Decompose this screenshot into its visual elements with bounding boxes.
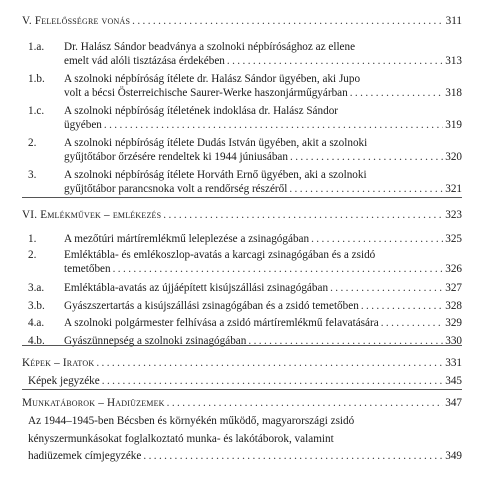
toc-entry-line <box>28 414 462 428</box>
toc-entry-line <box>28 104 462 118</box>
page-number: 345 <box>445 375 462 387</box>
toc-entry-line <box>28 432 462 446</box>
entry-number: 1.b. <box>28 73 45 85</box>
dot-leader <box>96 356 443 370</box>
page-number: 325 <box>445 233 462 245</box>
entry-title: volt a bécsi Österreichische Saurer-Werke haszonjárműgyárban <box>64 87 348 99</box>
page-number: 320 <box>445 151 462 163</box>
entry-title: hadiüzemek címjegyzéke <box>28 450 142 462</box>
dot-leader <box>132 14 444 28</box>
toc-entry-line <box>28 86 462 100</box>
dot-leader <box>102 374 443 388</box>
dot-leader <box>289 182 443 196</box>
section-heading <box>22 208 462 222</box>
page-number: 313 <box>445 55 462 67</box>
toc-entry-line <box>28 54 462 68</box>
page-number: 319 <box>445 119 462 131</box>
page-number: 321 <box>445 183 462 195</box>
toc-entry-line <box>28 374 462 388</box>
page-number: 349 <box>445 450 462 462</box>
entry-title: A szolnoki népbíróság ítélete dr. Halász Sándor ügyében, aki Jupo <box>64 73 361 85</box>
section-heading <box>22 356 462 370</box>
entry-title: gyűjtőtábor őrzésére rendeltek ki 1944 júniusában <box>64 151 288 163</box>
page-number: 329 <box>445 317 462 329</box>
section-heading <box>22 14 462 28</box>
entry-title: Emléktábla-avatás az újjáépített kisújszállási zsinagógában <box>64 282 329 294</box>
toc-entry-line <box>28 281 462 295</box>
entry-number: 3.a. <box>28 282 45 294</box>
toc-entry-line <box>28 316 462 330</box>
page-number: 323 <box>445 209 462 221</box>
dot-leader <box>104 118 443 132</box>
entry-number: 3.b. <box>28 300 45 312</box>
entry-title: A mezőtúri mártíremlékmű leleplezése a zsinagógában <box>64 233 310 245</box>
entry-number: 1.c. <box>28 105 45 117</box>
entry-title: temetőben <box>64 263 111 275</box>
page-number: 330 <box>445 335 462 347</box>
page-number: 327 <box>445 282 462 294</box>
toc-entry-line <box>28 232 462 246</box>
page-number: 328 <box>445 300 462 312</box>
page-number: 318 <box>445 87 462 99</box>
entry-title: Dr. Halász Sándor beadványa a szolnoki népbírósághoz az ellene <box>64 41 356 53</box>
dot-leader <box>311 232 443 246</box>
dot-leader <box>330 281 443 295</box>
entry-title: Az 1944–1945-ben Bécsben és környékén működő, magyarországi zsidó <box>28 415 355 427</box>
section-divider <box>22 389 462 390</box>
toc-entry-line <box>28 248 462 262</box>
dot-leader <box>113 262 444 276</box>
entry-number: 3. <box>28 169 37 181</box>
entry-number: 2. <box>28 249 37 261</box>
dot-leader <box>350 86 443 100</box>
entry-title: Képek jegyzéke <box>28 375 100 387</box>
section-divider <box>22 345 462 346</box>
entry-title: Emléktábla- és emlékoszlop-avatás a karcagi zsinagógában és a zsidó <box>64 249 376 261</box>
toc-entry-line <box>28 262 462 276</box>
toc-entry-line <box>28 136 462 150</box>
dot-leader <box>290 150 443 164</box>
section-title: Képek – Iratok <box>22 357 95 369</box>
entry-title: A szolnoki népbíróság ítéletének indoklása dr. Halász Sándor <box>64 105 339 117</box>
entry-title: kényszermunkásokat foglalkoztató munka- és lakótáborok, valamint <box>28 433 334 445</box>
entry-number: 1. <box>28 233 37 245</box>
page-number: 326 <box>445 263 462 275</box>
entry-title: A szolnoki polgármester felhívása a zsidó mártíremlékmű felavatására <box>64 317 379 329</box>
entry-title: Gyászünnepség a szolnoki zsinagógában <box>64 335 247 347</box>
section-title: VI. Emlékművek – emlékezés <box>22 209 162 221</box>
section-title: V. Felelősségre vonás <box>22 15 131 27</box>
page-number: 347 <box>445 397 462 409</box>
toc-entry-line <box>28 299 462 313</box>
entry-title: A szolnoki népbíróság ítélete Horváth Ernő ügyében, aki a szolnoki <box>64 169 367 181</box>
entry-title: Gyászszertartás a kisújszállási zsinagógában és a zsidó temetőben <box>64 300 359 312</box>
entry-title: gyűjtőtábor parancsnoka volt a rendőrség részéről <box>64 183 288 195</box>
entry-number: 1.a. <box>28 41 45 53</box>
toc-entry-line <box>28 40 462 54</box>
dot-leader <box>227 54 443 68</box>
page-number: 331 <box>445 357 462 369</box>
section-heading <box>22 396 462 410</box>
section-divider <box>22 197 462 198</box>
section-title: Munkatáborok – Hadiüzemek <box>22 397 165 409</box>
toc-entry-line <box>28 118 462 132</box>
toc-entry-line <box>28 449 462 463</box>
toc-entry-line <box>28 150 462 164</box>
toc-entry-line <box>28 168 462 182</box>
dot-leader <box>361 299 443 313</box>
entry-title: emelt vád alóli tisztázása érdekében <box>64 55 225 67</box>
entry-title: A szolnoki népbíróság ítélete Dudás István ügyében, akit a szolnoki <box>64 137 368 149</box>
dot-leader <box>167 396 444 410</box>
entry-number: 4.b. <box>28 335 45 347</box>
page-number: 311 <box>445 15 462 27</box>
entry-number: 2. <box>28 137 37 149</box>
entry-number: 4.a. <box>28 317 45 329</box>
dot-leader <box>163 208 443 222</box>
dot-leader <box>381 316 444 330</box>
toc-entry-line <box>28 182 462 196</box>
toc-entry-line <box>28 72 462 86</box>
entry-title: ügyében <box>64 119 102 131</box>
dot-leader <box>143 449 443 463</box>
